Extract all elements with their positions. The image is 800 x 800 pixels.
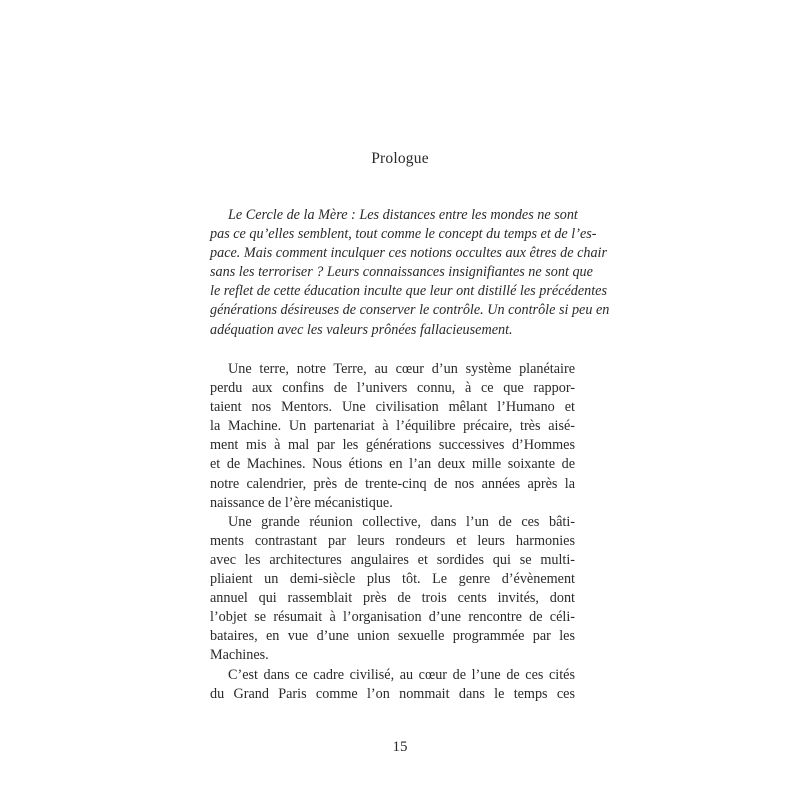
body-line: Une terre, notre Terre, au cœur d’un système planétaire: [228, 361, 575, 377]
page-number: 15: [392, 739, 408, 755]
body-line: pliaient un demi-siècle plus tôt. Le genre d’évènement: [210, 571, 575, 588]
body-line: taient nos Mentors. Une civilisation mêlant l’Humano et: [210, 399, 575, 416]
epigraph-line: pas ce qu’elles semblent, tout comme le concept du temps et de l’es-: [210, 226, 597, 243]
body-text: [210, 360, 575, 704]
chapter-title: Prologue: [371, 150, 429, 167]
epigraph-line: le reflet de cette éducation inculte que leur ont distillé les précédentes: [210, 283, 607, 300]
body-line: l’objet se résumait à l’organisation d’une rencontre de céli-: [210, 609, 575, 626]
body-line: ments contrastant par leurs rondeurs et leurs harmonies: [210, 532, 575, 549]
body-line: et de Machines. Nous étions en l’an deux mille soixante de: [210, 456, 575, 473]
body-line: Une grande réunion collective, dans l’un de ces bâti-: [228, 513, 575, 530]
body-line: annuel qui rassemblait près de trois cents invités, dont: [210, 590, 575, 607]
body-line: la Machine. Un partenariat à l’équilibre précaire, très aisé-: [210, 418, 575, 435]
body-line: ment mis à mal par les générations successives d’Hommes: [210, 437, 575, 454]
body-line: perdu aux confins de l’univers connu, à ce que rappor-: [210, 380, 575, 397]
epigraph-line: générations désireuses de conserver le contrôle. Un contrôle si peu en: [210, 302, 610, 319]
epigraph-line: sans les terroriser ? Leurs connaissances insignifiantes ne sont que: [210, 264, 593, 281]
body-line: naissance de l’ère mécanistique.: [210, 494, 393, 511]
body-line: avec les architectures angulaires et sordides qui se multi-: [210, 551, 575, 568]
epigraph-line: Le Cercle de la Mère : Les distances entre les mondes ne sont: [228, 207, 578, 223]
epigraph-line: pace. Mais comment inculquer ces notions occultes aux êtres de chair: [210, 245, 608, 262]
epigraph-line: adéquation avec les valeurs prônées fallacieusement.: [210, 321, 513, 338]
body-line: du Grand Paris comme l’on nommait dans le temps ces: [210, 685, 575, 702]
body-line: bataires, en vue d’une union sexuelle programmée par les: [210, 628, 575, 645]
body-line: notre calendrier, près de trente-cinq de nos années après la: [210, 475, 575, 492]
body-line: Machines.: [210, 647, 269, 664]
body-line: C’est dans ce cadre civilisé, au cœur de l’une de ces cités: [228, 666, 575, 683]
epigraph: [210, 206, 610, 340]
